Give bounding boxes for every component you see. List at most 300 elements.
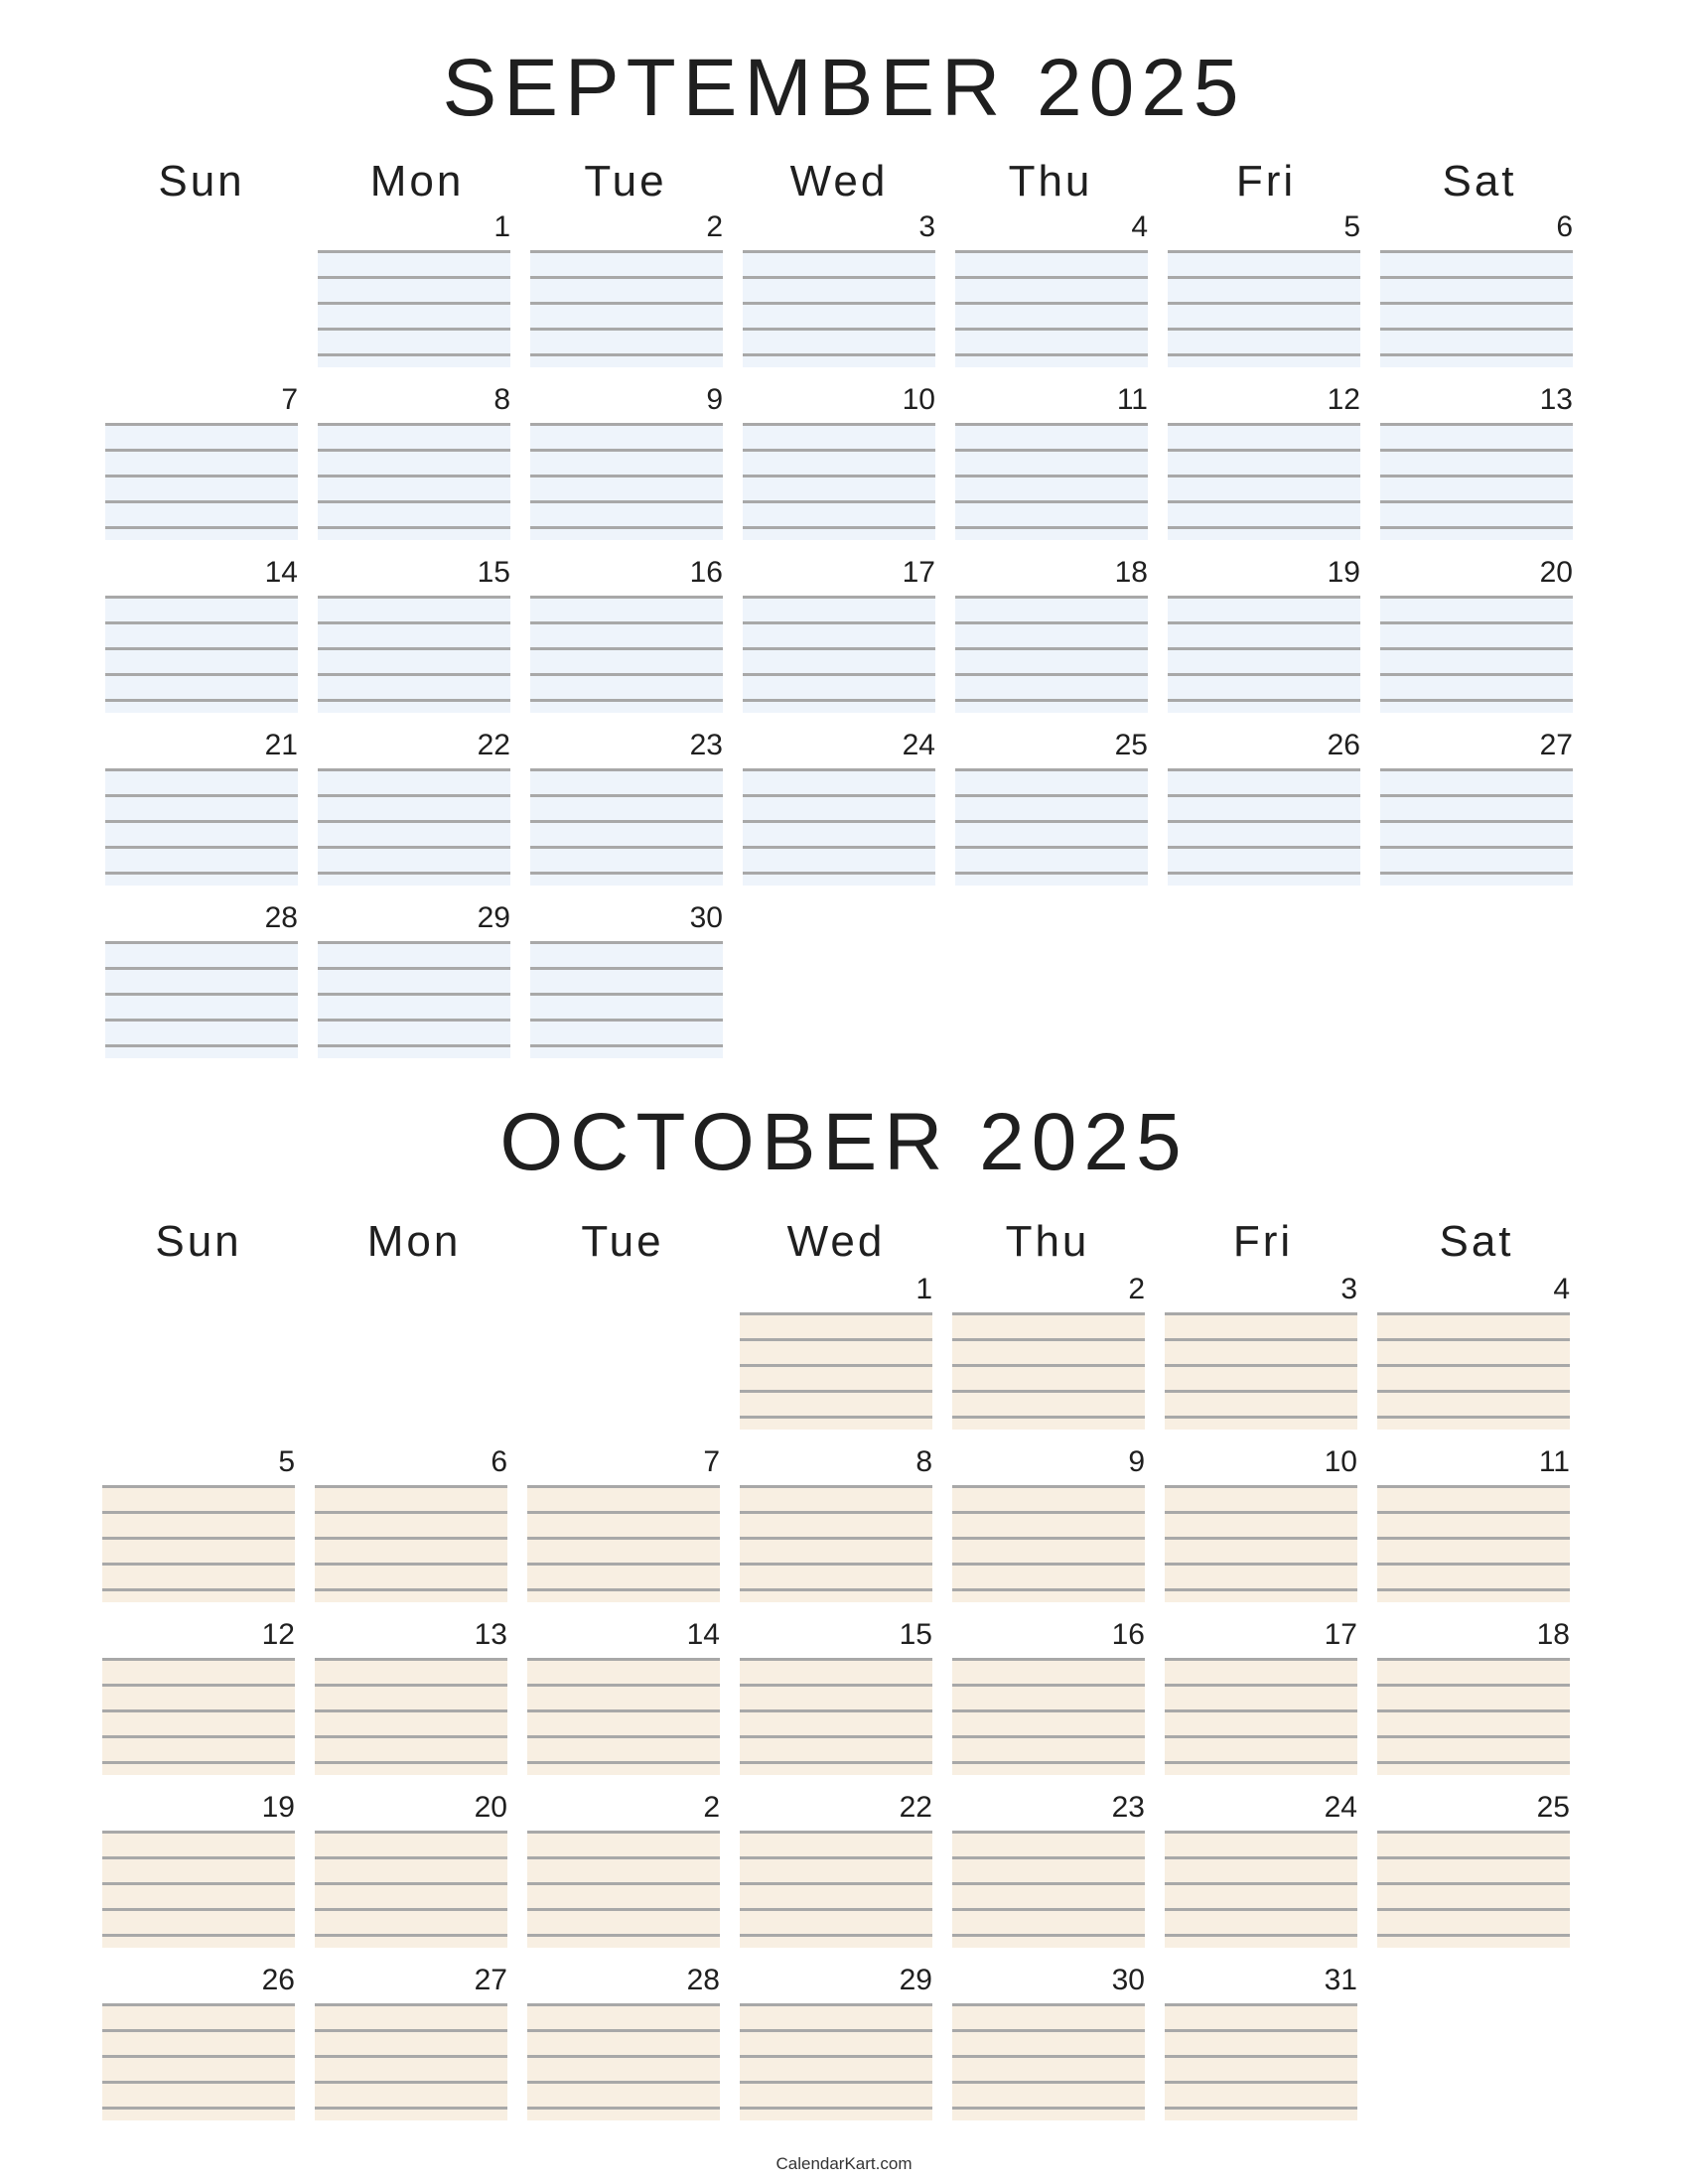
rule-line [1377,1934,1570,1937]
rule-line [318,250,510,253]
writing-lines [1165,1312,1357,1430]
day-number: 4 [1131,210,1148,243]
rule-line [315,1684,507,1687]
rule-line [952,1831,1145,1834]
day-number: 11 [1538,1445,1570,1478]
day-cell [315,1791,511,1950]
rule-line [1168,699,1360,702]
writing-lines [530,250,723,367]
rule-line [1380,475,1573,478]
day-cell [1377,1445,1574,1604]
weekday-mon: Mon [369,157,465,205]
rule-line [530,846,723,849]
rule-line [740,1761,932,1764]
rule-line [743,768,935,771]
rule-line [318,820,510,823]
day-cell [527,1445,724,1604]
writing-lines [318,596,510,713]
day-number: 15 [899,1618,932,1651]
day-number: 12 [1327,383,1360,416]
rule-line [955,500,1148,503]
day-cell [743,556,939,715]
rule-line [102,1831,295,1834]
writing-lines [318,768,510,886]
day-number: 10 [902,383,935,416]
rule-line [530,872,723,875]
rule-line [955,647,1148,650]
rule-line [318,993,510,996]
day-number: 26 [261,1964,295,1996]
rule-line [318,699,510,702]
day-number: 18 [1114,556,1148,589]
weekday-sun: Sun [158,157,245,205]
day-cell [527,1618,724,1777]
rule-line [315,2107,507,2110]
rule-line [952,1390,1145,1393]
rule-line [1168,647,1360,650]
rule-line [102,1485,295,1488]
day-cell [952,1964,1149,2122]
writing-lines [527,2003,720,2120]
day-number: 4 [1553,1273,1570,1305]
rule-line [952,1709,1145,1712]
day-number: 30 [689,901,723,934]
rule-line [1168,302,1360,305]
rule-line [1377,1364,1570,1367]
rule-line [315,1658,507,1661]
rule-line [1377,1709,1570,1712]
writing-lines [1168,596,1360,713]
rule-line [743,699,935,702]
rule-line [1165,1364,1357,1367]
rule-line [1168,276,1360,279]
day-number: 17 [1324,1618,1357,1651]
rule-line [318,621,510,624]
day-cell [743,210,939,369]
rule-line [1168,353,1360,356]
rule-line [102,1709,295,1712]
writing-lines [952,1658,1145,1775]
rule-line [1380,526,1573,529]
weekday-fri: Fri [1232,1217,1294,1266]
writing-lines [102,1658,295,1775]
rule-line [952,2029,1145,2032]
rule-line [530,302,723,305]
rule-line [740,2029,932,2032]
rule-line [1165,1485,1357,1488]
day-cell [315,1618,511,1777]
rule-line [955,423,1148,426]
rule-line [527,1908,720,1911]
day-number: 19 [1327,556,1360,589]
rule-line [952,1761,1145,1764]
weekday-sun: Sun [155,1217,242,1266]
day-number: 12 [261,1618,295,1651]
day-number: 29 [477,901,510,934]
rule-line [530,353,723,356]
rule-line [955,250,1148,253]
rule-line [105,449,298,452]
rule-line [1377,1908,1570,1911]
rule-line [955,526,1148,529]
rule-line [1165,1908,1357,1911]
rule-line [955,302,1148,305]
rule-line [1165,1831,1357,1834]
rule-line [740,1735,932,1738]
day-number: 21 [264,729,298,761]
day-cell [1380,210,1577,369]
rule-line [955,621,1148,624]
day-cell [318,901,514,1060]
rule-line [102,1761,295,1764]
rule-line [952,1312,1145,1315]
rule-line [1380,768,1573,771]
rule-line [102,1588,295,1591]
rule-line [530,526,723,529]
rule-line [1165,1882,1357,1885]
day-number: 26 [1327,729,1360,761]
rule-line [1165,1856,1357,1859]
rule-line [527,1882,720,1885]
rule-line [530,596,723,599]
day-cell [105,729,302,887]
writing-lines [1168,250,1360,367]
rule-line [315,1761,507,1764]
rule-line [315,1831,507,1834]
weekday-thu: Thu [1005,1217,1090,1266]
day-cell [102,1964,299,2122]
rule-line [315,1537,507,1540]
day-number: 16 [1111,1618,1145,1651]
rule-line [955,846,1148,849]
day-cell [743,729,939,887]
day-cell [1380,729,1577,887]
day-cell [1165,1791,1361,1950]
rule-line [530,794,723,797]
rule-line [1168,768,1360,771]
rule-line [955,449,1148,452]
rule-line [105,993,298,996]
day-number: 6 [491,1445,507,1478]
rule-line [527,1856,720,1859]
rule-line [1165,2055,1357,2058]
rule-line [530,673,723,676]
rule-line [315,1856,507,1859]
day-number: 15 [477,556,510,589]
rule-line [743,846,935,849]
rule-line [1165,1563,1357,1566]
writing-lines [1380,596,1573,713]
rule-line [1380,673,1573,676]
writing-lines [952,2003,1145,2120]
rule-line [315,1485,507,1488]
day-number: 25 [1114,729,1148,761]
writing-lines [530,941,723,1058]
day-number: 25 [1536,1791,1570,1824]
day-cell [1168,556,1364,715]
day-cell [105,383,302,542]
rule-line [318,967,510,970]
rule-line [743,526,935,529]
rule-line [952,1908,1145,1911]
rule-line [102,2055,295,2058]
rule-line [1380,794,1573,797]
writing-lines [102,1831,295,1948]
day-cell [105,556,302,715]
rule-line [318,673,510,676]
rule-line [743,423,935,426]
rule-line [1377,1312,1570,1315]
rule-line [743,328,935,331]
rule-line [740,1882,932,1885]
day-number: 8 [915,1445,932,1478]
rule-line [1165,2107,1357,2110]
writing-lines [743,768,935,886]
rule-line [1377,1658,1570,1661]
rule-line [955,276,1148,279]
rule-line [315,1882,507,1885]
day-number: 23 [1111,1791,1145,1824]
day-cell [530,729,727,887]
rule-line [952,1856,1145,1859]
rule-line [743,621,935,624]
rule-line [318,276,510,279]
day-number: 31 [1324,1964,1357,1996]
rule-line [318,647,510,650]
writing-lines [952,1312,1145,1430]
day-number: 9 [1128,1445,1145,1478]
rule-line [105,621,298,624]
rule-line [1168,328,1360,331]
rule-line [530,328,723,331]
day-cell [530,901,727,1060]
writing-lines [315,1485,507,1602]
day-cell [1377,1791,1574,1950]
day-cell [955,210,1152,369]
rule-line [740,1338,932,1341]
writing-lines [318,941,510,1058]
day-number: 9 [706,383,723,416]
rule-line [527,2055,720,2058]
weekday-tue: Tue [581,1217,664,1266]
writing-lines [318,250,510,367]
rule-line [952,1364,1145,1367]
day-cell [955,383,1152,542]
rule-line [740,1934,932,1937]
rule-line [955,699,1148,702]
day-number: 3 [918,210,935,243]
rule-line [743,250,935,253]
day-cell [527,1964,724,2122]
rule-line [315,1563,507,1566]
rule-line [527,1563,720,1566]
rule-line [1165,1684,1357,1687]
rule-line [527,1485,720,1488]
rule-line [1165,1312,1357,1315]
weekday-sat: Sat [1439,1217,1514,1266]
rule-line [1380,276,1573,279]
rule-line [527,1658,720,1661]
writing-lines [952,1831,1145,1948]
day-cell [952,1445,1149,1604]
writing-lines [1380,768,1573,886]
rule-line [1165,1511,1357,1514]
rule-line [102,1537,295,1540]
weekday-sat: Sat [1442,157,1517,205]
day-number: 17 [902,556,935,589]
rule-line [318,941,510,944]
rule-line [1377,1761,1570,1764]
writing-lines [527,1831,720,1948]
day-cell [318,729,514,887]
rule-line [105,941,298,944]
rule-line [102,1735,295,1738]
rule-line [743,872,935,875]
rule-line [743,647,935,650]
day-number: 7 [703,1445,720,1478]
rule-line [1165,1658,1357,1661]
weekday-wed: Wed [786,1217,886,1266]
rule-line [740,1831,932,1834]
day-cell [102,1618,299,1777]
writing-lines [740,1485,932,1602]
day-cell [740,1618,936,1777]
writing-lines [1380,423,1573,540]
rule-line [315,2029,507,2032]
rule-line [740,1312,932,1315]
rule-line [955,353,1148,356]
rule-line [530,1044,723,1047]
rule-line [105,647,298,650]
day-number: 14 [686,1618,720,1651]
rule-line [952,1684,1145,1687]
rule-line [743,820,935,823]
day-number: 29 [899,1964,932,1996]
rule-line [318,794,510,797]
rule-line [743,596,935,599]
rule-line [1168,475,1360,478]
rule-line [952,1511,1145,1514]
rule-line [530,699,723,702]
rule-line [1165,1338,1357,1341]
rule-line [315,1588,507,1591]
rule-line [102,1684,295,1687]
writing-lines [102,1485,295,1602]
rule-line [952,2081,1145,2084]
writing-lines [1165,1485,1357,1602]
rule-line [952,1563,1145,1566]
rule-line [318,768,510,771]
day-cell [1165,1618,1361,1777]
rule-line [530,475,723,478]
day-cell [315,1445,511,1604]
rule-line [102,2107,295,2110]
writing-lines [530,768,723,886]
writing-lines [1377,1658,1570,1775]
rule-line [1165,1588,1357,1591]
writing-lines [743,596,935,713]
rule-line [740,1563,932,1566]
rule-line [740,2107,932,2110]
rule-line [1168,500,1360,503]
rule-line [527,2003,720,2006]
rule-line [105,846,298,849]
rule-line [318,449,510,452]
rule-line [740,2055,932,2058]
rule-line [105,423,298,426]
rule-line [105,820,298,823]
day-cell [952,1273,1149,1432]
day-cell [1165,1445,1361,1604]
rule-line [743,500,935,503]
rule-line [530,276,723,279]
rule-line [1380,846,1573,849]
day-number: 22 [477,729,510,761]
rule-line [1377,1511,1570,1514]
rule-line [952,2055,1145,2058]
day-cell [740,1964,936,2122]
writing-lines [315,2003,507,2120]
weekday-thu: Thu [1008,157,1093,205]
rule-line [952,1882,1145,1885]
rule-line [530,967,723,970]
rule-line [743,673,935,676]
writing-lines [315,1658,507,1775]
writing-lines [527,1485,720,1602]
rule-line [740,1658,932,1661]
rule-line [315,2003,507,2006]
rule-line [1165,1934,1357,1937]
day-cell [1377,1618,1574,1777]
rule-line [1377,1831,1570,1834]
writing-lines [1168,768,1360,886]
day-number: 2 [1128,1273,1145,1305]
day-cell [102,1445,299,1604]
rule-line [1380,621,1573,624]
rule-line [740,1390,932,1393]
rule-line [740,1908,932,1911]
day-number: 24 [902,729,935,761]
rule-line [105,768,298,771]
rule-line [952,1735,1145,1738]
rule-line [1165,2081,1357,2084]
rule-line [1380,353,1573,356]
rule-line [952,1934,1145,1937]
rule-line [102,2029,295,2032]
rule-line [318,596,510,599]
rule-line [527,1735,720,1738]
rule-line [315,2055,507,2058]
rule-line [740,1856,932,1859]
rule-line [1380,596,1573,599]
rule-line [1165,1416,1357,1419]
rule-line [1165,2029,1357,2032]
rule-line [527,1511,720,1514]
day-cell [105,901,302,1060]
day-cell [530,556,727,715]
rule-line [527,1588,720,1591]
writing-lines [740,2003,932,2120]
rule-line [1380,699,1573,702]
rule-line [1380,872,1573,875]
rule-line [740,1588,932,1591]
rule-line [105,794,298,797]
rule-line [527,1684,720,1687]
rule-line [527,1761,720,1764]
day-number: 1 [915,1273,932,1305]
rule-line [740,1485,932,1488]
rule-line [740,1364,932,1367]
